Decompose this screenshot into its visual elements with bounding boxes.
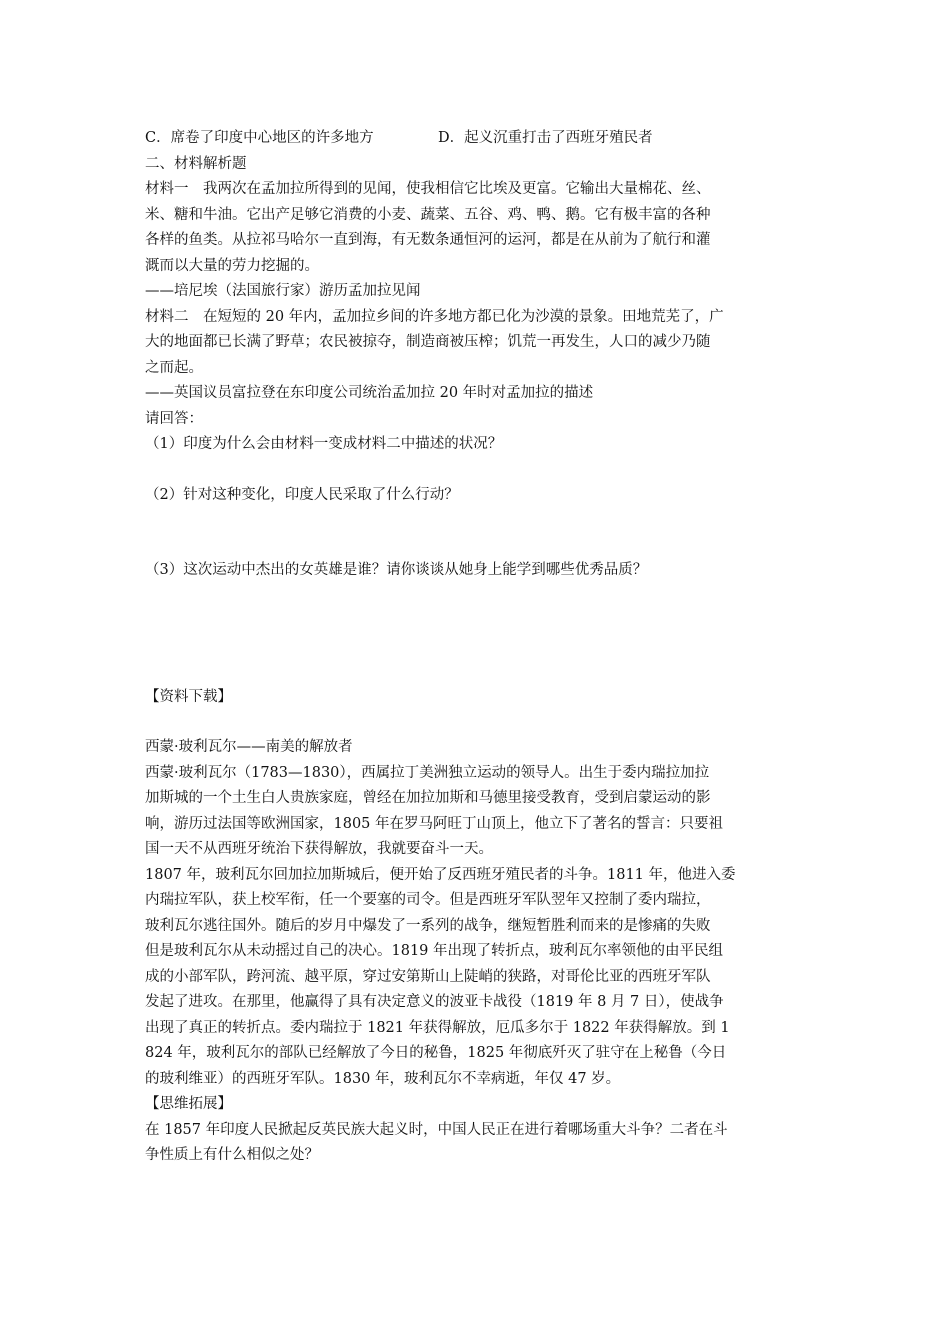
thinking-line: 争性质上有什么相似之处？ [145, 1147, 319, 1163]
material-two-line: 材料二 在短短的 20 年内，孟加拉乡间的许多地方都已化为沙漠的景象。田地荒芜了，广 [145, 308, 724, 325]
answer-space [145, 458, 805, 483]
resources-line: 国一天不从西班牙统治下获得解放，我就要奋斗一天。 [145, 841, 493, 857]
material-one [145, 177, 805, 305]
resources-line: 824 年，玻利瓦尔的部队已经解放了今日的秘鲁，1825 年彻底歼灭了驻守在上秘鲁（今日 [145, 1045, 727, 1061]
answer-space [145, 508, 805, 558]
material-one-line: 米、糖和牛油。它出产足够它消费的小麦、蔬菜、五谷、鸡、鸭、鹅。它有极丰富的各种 [145, 206, 711, 223]
material-one-line: 溉而以大量的劳力挖掘的。 [145, 257, 319, 274]
answer-space [145, 584, 805, 660]
resources-title: 西蒙·玻利瓦尔——南美的解放者 [145, 739, 353, 755]
material-two-source: ——英国议员富拉登在东印度公司统治孟加拉 20 年时对孟加拉的描述 [145, 385, 594, 401]
resources-line: 成的小部军队，跨河流、越平原，穿过安第斯山上陡峭的狭路，对哥伦比亚的西班牙军队 [145, 968, 711, 985]
resources-heading: 【资料下载】 [145, 688, 232, 705]
resources-line: 但是玻利瓦尔从未动摇过自己的决心。1819 年出现了转折点，玻利瓦尔率领他的由平民组 [145, 943, 724, 959]
question-2: （2）针对这种变化，印度人民采取了什么行动？ [145, 486, 459, 503]
resources-line: 玻利瓦尔逃往国外。随后的岁月中爆发了一系列的战争，继短暂胜利而来的是惨痛的失败 [145, 917, 711, 934]
thinking-heading: 【思维拓展】 [145, 1096, 232, 1112]
spacer [145, 660, 805, 685]
option-d: D．起义沉重打击了西班牙殖民者 [438, 130, 653, 146]
material-one-line: 材料一 我两次在孟加拉所得到的见闻，使我相信它比埃及更富。它输出大量棉花、丝、 [145, 181, 711, 197]
option-c: C．席卷了印度中心地区的许多地方 [145, 130, 374, 146]
resources-line: 的玻利维亚）的西班牙军队。1830 年，玻利瓦尔不幸病逝，年仅 47 岁。 [145, 1070, 621, 1087]
material-one-line: 各样的鱼类。从拉祁马哈尔一直到海，有无数条通恒河的运河，都是在从前为了航行和灌 [145, 232, 711, 248]
spacer [145, 710, 805, 735]
section-heading: 二、材料解析题 [145, 155, 247, 172]
resources-line: 西蒙·玻利瓦尔（1783—1830），西属拉丁美洲独立运动的领导人。出生于委内瑞拉加拉 [145, 764, 710, 781]
document-body [145, 126, 805, 1169]
resources-line: 响，游历过法国等欧洲国家，1805 年在罗马阿旺丁山顶上，他立下了著名的誓言：只要祖 [145, 815, 724, 832]
material-two-line: 之而起。 [145, 359, 203, 376]
resources-line: 1807 年，玻利瓦尔回加拉加斯城后，便开始了反西班牙殖民者的斗争。1811 年，他进入委 [145, 866, 736, 883]
question-3: （3）这次运动中杰出的女英雄是谁？请你谈谈从她身上能学到哪些优秀品质？ [145, 562, 648, 578]
answer-prompt: 请回答： [145, 410, 203, 427]
material-two [145, 305, 805, 407]
resources-body [145, 761, 805, 1093]
resources-line: 出现了真正的转折点。委内瑞拉于 1821 年获得解放，厄瓜多尔于 1822 年获得解放。到 1 [145, 1019, 730, 1036]
answer-options [145, 126, 805, 152]
material-one-source: ——培尼埃（法国旅行家）游历孟加拉见闻 [145, 283, 421, 299]
question-1: （1）印度为什么会由材料一变成材料二中描述的状况？ [145, 436, 503, 452]
material-two-line: 大的地面都已长满了野草；农民被掠夺，制造商被压榨；饥荒一再发生，人口的减少乃随 [145, 334, 711, 350]
resources-line: 加斯城的一个土生白人贵族家庭，曾经在加拉加斯和马德里接受教育，受到启蒙运动的影 [145, 790, 711, 806]
resources-line: 内瑞拉军队，获上校军衔，任一个要塞的司令。但是西班牙军队翌年又控制了委内瑞拉， [145, 892, 711, 908]
resources-line: 发起了进攻。在那里，他赢得了具有决定意义的波亚卡战役（1819 年 8 月 7 日），使战争 [145, 994, 724, 1010]
thinking-line: 在 1857 年印度人民掀起反英民族大起义时，中国人民正在进行着哪场重大斗争？二者在斗 [145, 1121, 728, 1138]
